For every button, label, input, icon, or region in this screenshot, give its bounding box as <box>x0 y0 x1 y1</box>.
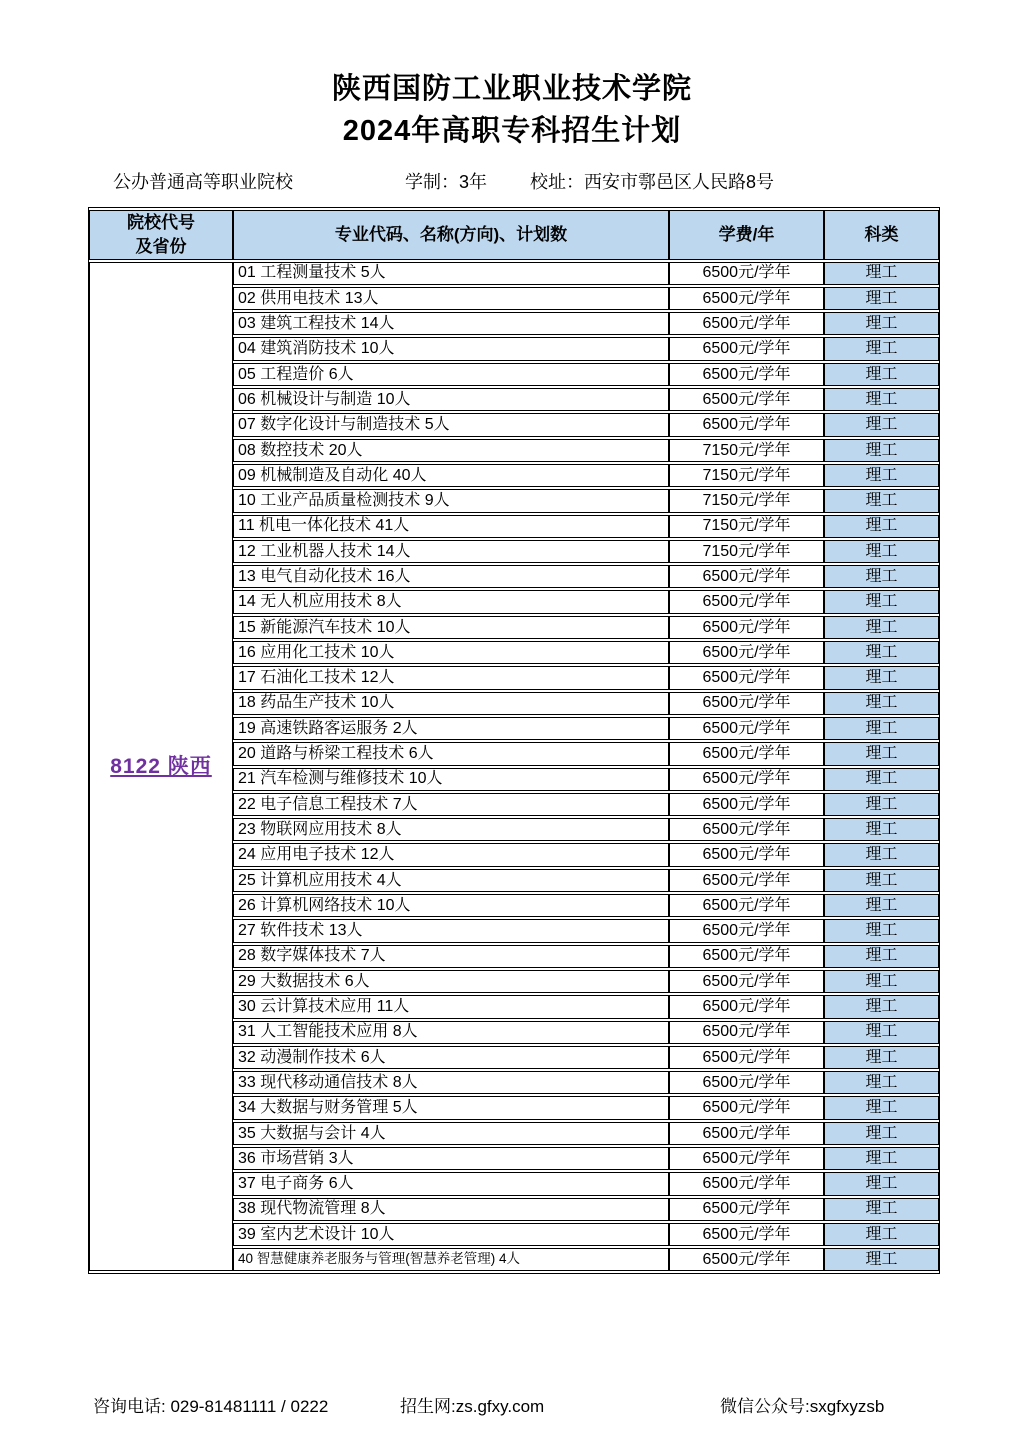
fee-cell: 6500元/学年 <box>669 894 824 917</box>
col-header-fee: 学费/年 <box>669 210 824 260</box>
page-title: 陕西国防工业职业技术学院 <box>331 73 692 105</box>
category-cell: 理工 <box>824 540 939 563</box>
major-cell: 26 计算机网络技术 10人 <box>233 894 669 917</box>
major-cell: 31 人工智能技术应用 8人 <box>233 1021 669 1044</box>
fee-cell: 6500元/学年 <box>669 717 824 740</box>
fee-cell: 7150元/学年 <box>669 489 824 512</box>
category-cell: 理工 <box>824 970 939 993</box>
fee-cell: 6500元/学年 <box>669 919 824 942</box>
category-cell: 理工 <box>824 312 939 335</box>
category-cell: 理工 <box>824 565 939 588</box>
major-cell: 11 机电一体化技术 41人 <box>233 515 669 538</box>
major-cell: 32 动漫制作技术 6人 <box>233 1046 669 1069</box>
major-cell: 33 现代移动通信技术 8人 <box>233 1071 669 1094</box>
fee-cell: 6500元/学年 <box>669 970 824 993</box>
category-cell: 理工 <box>824 692 939 715</box>
category-cell: 理工 <box>824 768 939 791</box>
footer <box>0 1392 1024 1416</box>
fee-cell: 6500元/学年 <box>669 1248 824 1271</box>
major-cell: 12 工业机器人技术 14人 <box>233 540 669 563</box>
major-cell: 13 电气自动化技术 16人 <box>233 565 669 588</box>
major-cell: 36 市场营销 3人 <box>233 1147 669 1170</box>
category-cell: 理工 <box>824 616 939 639</box>
table-body <box>89 262 939 1272</box>
category-cell: 理工 <box>824 1071 939 1094</box>
major-cell: 03 建筑工程技术 14人 <box>233 312 669 335</box>
category-cell: 理工 <box>824 388 939 411</box>
college-code-cell <box>89 262 233 1272</box>
fee-cell: 6500元/学年 <box>669 287 824 310</box>
major-cell: 19 高速铁路客运服务 2人 <box>233 717 669 740</box>
major-cell: 38 现代物流管理 8人 <box>233 1198 669 1221</box>
fee-cell: 6500元/学年 <box>669 692 824 715</box>
category-cell: 理工 <box>824 818 939 841</box>
fee-cell: 6500元/学年 <box>669 616 824 639</box>
footer-wechat: 微信公众号:sxgfxyzsb <box>720 1397 885 1416</box>
major-cell: 08 数控技术 20人 <box>233 439 669 462</box>
major-cell: 29 大数据技术 6人 <box>233 970 669 993</box>
col-header-college-code <box>89 210 233 260</box>
fee-cell: 6500元/学年 <box>669 413 824 436</box>
fee-cell: 6500元/学年 <box>669 262 824 285</box>
school-address-label: 校址：西安市鄠邑区人民路8号 <box>530 172 775 192</box>
fee-cell: 6500元/学年 <box>669 363 824 386</box>
major-cell: 28 数字媒体技术 7人 <box>233 945 669 968</box>
fee-cell: 6500元/学年 <box>669 590 824 613</box>
fee-cell: 6500元/学年 <box>669 641 824 664</box>
study-duration-label: 学制：3年 <box>405 172 488 192</box>
fee-cell: 6500元/学年 <box>669 388 824 411</box>
enrollment-table-wrap <box>88 207 940 1274</box>
category-cell: 理工 <box>824 641 939 664</box>
category-cell: 理工 <box>824 1096 939 1119</box>
major-cell: 16 应用化工技术 10人 <box>233 641 669 664</box>
school-type-label: 公办普通高等职业院校 <box>113 172 293 192</box>
category-cell: 理工 <box>824 590 939 613</box>
category-cell: 理工 <box>824 413 939 436</box>
fee-cell: 6500元/学年 <box>669 945 824 968</box>
category-cell: 理工 <box>824 843 939 866</box>
fee-cell: 7150元/学年 <box>669 464 824 487</box>
category-cell: 理工 <box>824 1198 939 1221</box>
major-cell: 15 新能源汽车技术 10人 <box>233 616 669 639</box>
college-code: 8122 陕西 <box>110 754 212 778</box>
col-header-major: 专业代码、名称(方向)、计划数 <box>233 210 669 260</box>
category-cell: 理工 <box>824 919 939 942</box>
fee-cell: 6500元/学年 <box>669 818 824 841</box>
major-cell: 40 智慧健康养老服务与管理(智慧养老管理) 4人 <box>233 1248 669 1271</box>
fee-cell: 6500元/学年 <box>669 1122 824 1145</box>
fee-cell: 6500元/学年 <box>669 1172 824 1195</box>
fee-cell: 6500元/学年 <box>669 1096 824 1119</box>
fee-cell: 6500元/学年 <box>669 1021 824 1044</box>
category-cell: 理工 <box>824 1122 939 1145</box>
category-cell: 理工 <box>824 337 939 360</box>
major-cell: 30 云计算技术应用 11人 <box>233 995 669 1018</box>
col-header-category: 科类 <box>824 210 939 260</box>
major-cell: 06 机械设计与制造 10人 <box>233 388 669 411</box>
major-cell: 18 药品生产技术 10人 <box>233 692 669 715</box>
fee-cell: 6500元/学年 <box>669 337 824 360</box>
category-cell: 理工 <box>824 363 939 386</box>
footer-website: 招生网:zs.gfxy.com <box>400 1397 545 1416</box>
major-cell: 14 无人机应用技术 8人 <box>233 590 669 613</box>
category-cell: 理工 <box>824 995 939 1018</box>
major-cell: 17 石油化工技术 12人 <box>233 666 669 689</box>
major-cell: 27 软件技术 13人 <box>233 919 669 942</box>
major-cell: 35 大数据与会计 4人 <box>233 1122 669 1145</box>
category-cell: 理工 <box>824 742 939 765</box>
category-cell: 理工 <box>824 515 939 538</box>
category-cell: 理工 <box>824 717 939 740</box>
major-cell: 21 汽车检测与维修技术 10人 <box>233 768 669 791</box>
major-cell: 01 工程测量技术 5人 <box>233 262 669 285</box>
fee-cell: 7150元/学年 <box>669 540 824 563</box>
major-cell: 34 大数据与财务管理 5人 <box>233 1096 669 1119</box>
fee-cell: 6500元/学年 <box>669 869 824 892</box>
fee-cell: 6500元/学年 <box>669 995 824 1018</box>
category-cell: 理工 <box>824 1248 939 1271</box>
table-row <box>89 262 939 285</box>
fee-cell: 7150元/学年 <box>669 515 824 538</box>
category-cell: 理工 <box>824 489 939 512</box>
fee-cell: 6500元/学年 <box>669 768 824 791</box>
fee-cell: 6500元/学年 <box>669 1223 824 1246</box>
fee-cell: 6500元/学年 <box>669 742 824 765</box>
major-cell: 37 电子商务 6人 <box>233 1172 669 1195</box>
fee-cell: 6500元/学年 <box>669 1071 824 1094</box>
category-cell: 理工 <box>824 287 939 310</box>
category-cell: 理工 <box>824 439 939 462</box>
category-cell: 理工 <box>824 1223 939 1246</box>
category-cell: 理工 <box>824 1021 939 1044</box>
fee-cell: 6500元/学年 <box>669 565 824 588</box>
major-cell: 20 道路与桥梁工程技术 6人 <box>233 742 669 765</box>
category-cell: 理工 <box>824 1147 939 1170</box>
footer-phone: 咨询电话: 029-81481111 / 0222 <box>93 1397 329 1416</box>
major-cell: 39 室内艺术设计 10人 <box>233 1223 669 1246</box>
category-cell: 理工 <box>824 1046 939 1069</box>
fee-cell: 6500元/学年 <box>669 793 824 816</box>
major-cell: 24 应用电子技术 12人 <box>233 843 669 866</box>
major-cell: 07 数字化设计与制造技术 5人 <box>233 413 669 436</box>
major-cell: 05 工程造价 6人 <box>233 363 669 386</box>
major-cell: 25 计算机应用技术 4人 <box>233 869 669 892</box>
category-cell: 理工 <box>824 262 939 285</box>
major-cell: 02 供用电技术 13人 <box>233 287 669 310</box>
category-cell: 理工 <box>824 464 939 487</box>
major-cell: 22 电子信息工程技术 7人 <box>233 793 669 816</box>
major-cell: 23 物联网应用技术 8人 <box>233 818 669 841</box>
fee-cell: 6500元/学年 <box>669 666 824 689</box>
category-cell: 理工 <box>824 945 939 968</box>
fee-cell: 6500元/学年 <box>669 843 824 866</box>
enrollment-plan-table <box>88 207 940 1274</box>
major-cell: 04 建筑消防技术 10人 <box>233 337 669 360</box>
fee-cell: 6500元/学年 <box>669 1198 824 1221</box>
fee-cell: 6500元/学年 <box>669 312 824 335</box>
major-cell: 10 工业产品质量检测技术 9人 <box>233 489 669 512</box>
major-cell: 09 机械制造及自动化 40人 <box>233 464 669 487</box>
category-cell: 理工 <box>824 894 939 917</box>
category-cell: 理工 <box>824 1172 939 1195</box>
table-header-row <box>89 210 939 260</box>
fee-cell: 6500元/学年 <box>669 1046 824 1069</box>
page-subtitle: 2024年高职专科招生计划 <box>342 115 682 147</box>
category-cell: 理工 <box>824 869 939 892</box>
col-header-college-code-line2: 及省份 <box>135 236 187 256</box>
fee-cell: 7150元/学年 <box>669 439 824 462</box>
fee-cell: 6500元/学年 <box>669 1147 824 1170</box>
category-cell: 理工 <box>824 793 939 816</box>
col-header-college-code-line1: 院校代号 <box>127 213 195 232</box>
school-info-line <box>0 168 1024 194</box>
category-cell: 理工 <box>824 666 939 689</box>
